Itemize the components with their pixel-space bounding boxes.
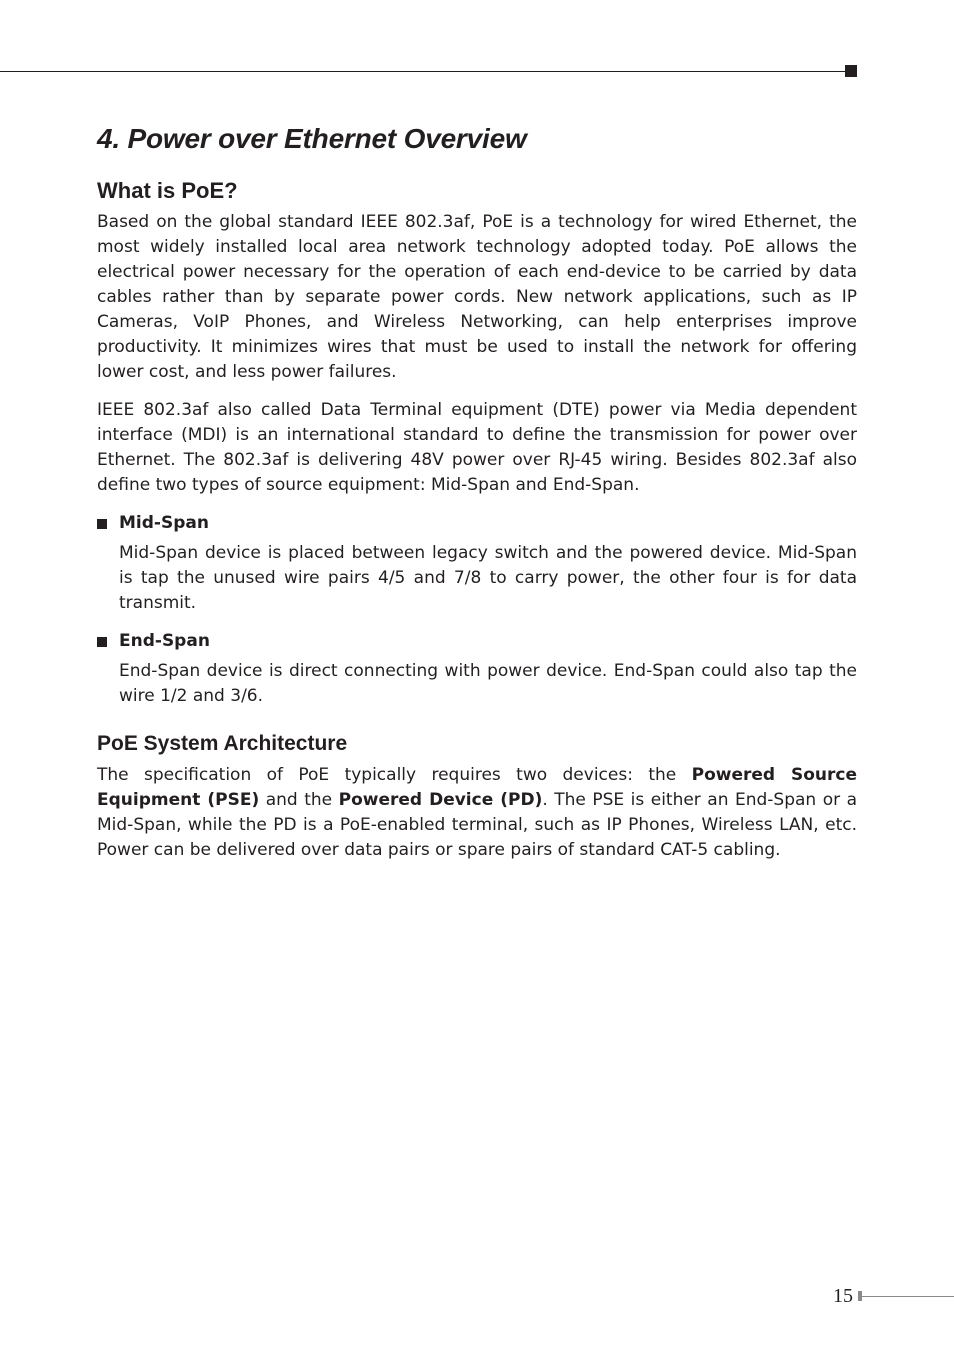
header-square-marker bbox=[845, 65, 857, 77]
bullet-label: Mid-Span bbox=[119, 513, 209, 533]
page-number: 15 bbox=[833, 1285, 853, 1307]
header-rule bbox=[0, 71, 846, 72]
bullet-mid-span bbox=[97, 511, 857, 536]
square-bullet-icon bbox=[97, 519, 107, 529]
paragraph-end-span: End-Span device is direct connecting with power device. End-Span could also tap the wire 1/2 and 3/6. bbox=[119, 661, 857, 706]
text-run: . The PSE is either an End-Span or a Mid-Span, while the PD is a PoE-enabled terminal, such as IP Phones, Wireless LAN, etc. Power can be delivered over data pairs or spare pairs of standard CAT-5 cabling. bbox=[97, 790, 858, 860]
square-bullet-icon bbox=[97, 637, 107, 647]
text-run: and the bbox=[259, 790, 339, 810]
paragraph-ieee-standard: IEEE 802.3af also called Data Terminal equipment (DTE) power via Media dependent interface (MDI) is an international standard to define the transmission for power over Ethernet. The 802.3af is delivering 48V power over RJ-45 wiring. Besides 802.3af also define two types of source equipment: Mid-Span and End-Span. bbox=[97, 400, 857, 495]
paragraph-architecture bbox=[97, 763, 857, 863]
paragraph-poe-intro: Based on the global standard IEEE 802.3af, PoE is a technology for wired Ethernet, the most widely installed local area network technology adopted today. PoE allows the electrical power necessary for the operation of each end-device to be carried by data cables rather than by separate power cords. New network applications, such as IP Cameras, VoIP Phones, and Wireless Networking, can help enterprises improve productivity. It minimizes wires that must be used to install the network for offering lower cost, and less power failures. bbox=[97, 212, 857, 382]
bullet-end-span bbox=[97, 629, 857, 654]
text-run: The specification of PoE typically requires two devices: the bbox=[97, 765, 692, 785]
section-heading-what-is-poe: What is PoE? bbox=[97, 178, 238, 203]
page-content bbox=[97, 118, 857, 863]
bold-term-pd: Powered Device (PD) bbox=[338, 790, 543, 810]
chapter-title: 4. Power over Ethernet Overview bbox=[97, 123, 527, 154]
bold-term-pse: Powered Source Equipment (PSE) bbox=[97, 765, 858, 810]
bullet-label: End-Span bbox=[119, 631, 210, 651]
section-heading-architecture: PoE System Architecture bbox=[97, 732, 348, 755]
footer-rule bbox=[862, 1296, 954, 1297]
paragraph-mid-span: Mid-Span device is placed between legacy switch and the powered device. Mid-Span is tap the unused wire pairs 4/5 and 7/8 to carry power, the other four is for data transmit. bbox=[119, 543, 857, 613]
